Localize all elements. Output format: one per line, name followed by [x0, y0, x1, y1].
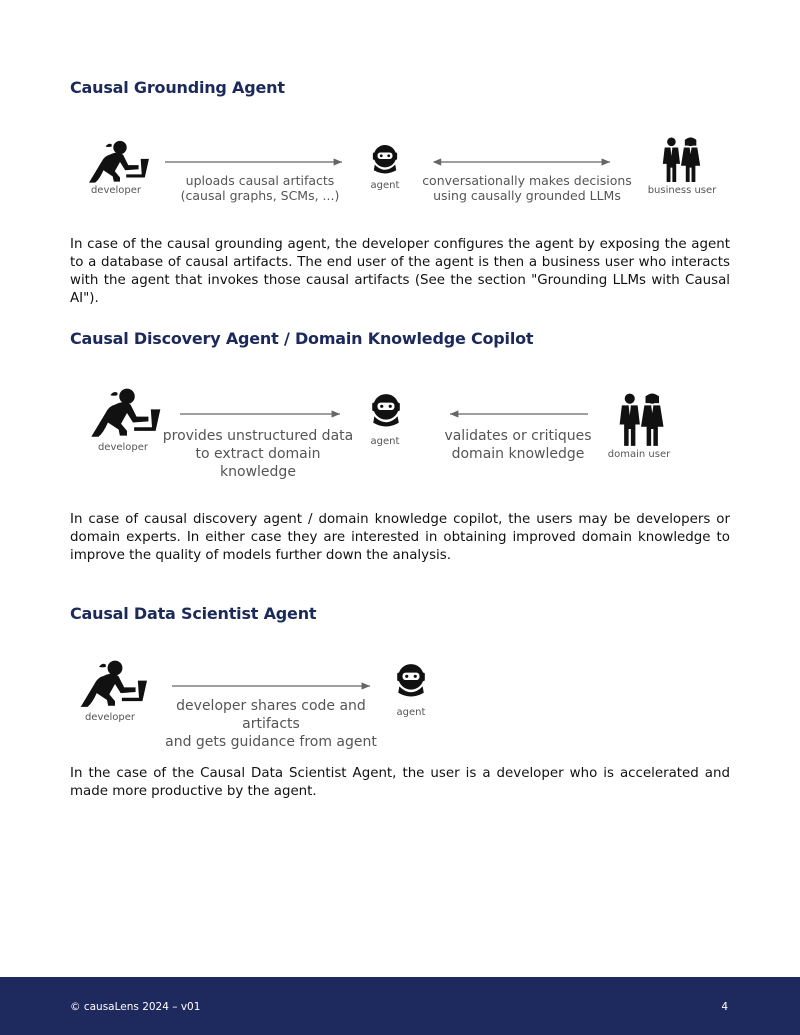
- agent-icon: [397, 664, 425, 696]
- section-paragraph: In case of causal discovery agent / domain knowledge copilot, the users may be developers or domain experts. In either case they are interested in obtaining improved domain knowledge to improve the quality of models further down the analysis.: [70, 512, 730, 563]
- footer-copyright: © causaLens 2024 – v01: [70, 1001, 201, 1013]
- agent-label: agent: [370, 436, 400, 447]
- developer-label: developer: [90, 185, 142, 196]
- domain-user-label: domain user: [607, 449, 671, 460]
- agent-label: agent: [370, 180, 400, 191]
- section-heading-causal-grounding-agent: Causal Grounding Agent: [70, 78, 285, 97]
- validates-critiques-label: validates or critiques domain knowledge: [444, 428, 592, 462]
- page-number: 4: [721, 1001, 728, 1013]
- page-footer: [0, 977, 800, 1035]
- domain-user-icon: [620, 394, 664, 446]
- shares-code-label: developer shares code and artifacts and gets guidance from agent: [165, 698, 377, 750]
- section-paragraph: In case of the causal grounding agent, the developer configures the agent by exposing the agent to a database of causal artifacts. The end user of the agent is then a business user who interacts with the agent that invokes those causal artifacts (See the section "Grounding LLMs with Causal AI").: [70, 237, 730, 306]
- section-paragraph: In the case of the Causal Data Scientist Agent, the user is a developer who is accelerated and made more productive by the agent.: [70, 766, 730, 799]
- uploads-artifacts-label: uploads causal artifacts (causal graphs, SCMs, ...): [180, 173, 340, 203]
- section-heading-causal-data-scientist-agent: Causal Data Scientist Agent: [70, 604, 317, 623]
- agent-label: agent: [396, 707, 426, 718]
- developer-label: developer: [97, 442, 149, 453]
- business-user-icon: [663, 137, 700, 182]
- developer-icon: [91, 389, 160, 437]
- agent-icon: [373, 145, 397, 173]
- agent-icon: [372, 394, 400, 426]
- developer-label: developer: [84, 712, 136, 723]
- business-user-label: business user: [647, 185, 717, 196]
- developer-icon: [89, 141, 149, 183]
- conversational-decisions-label: conversationally makes decisions using causally grounded LLMs: [422, 173, 632, 203]
- section-heading-causal-discovery-agent: Causal Discovery Agent / Domain Knowledge Copilot: [70, 329, 534, 348]
- developer-icon: [81, 661, 147, 707]
- provides-unstructured-data-label: provides unstructured data to extract domain knowledge: [162, 428, 354, 480]
